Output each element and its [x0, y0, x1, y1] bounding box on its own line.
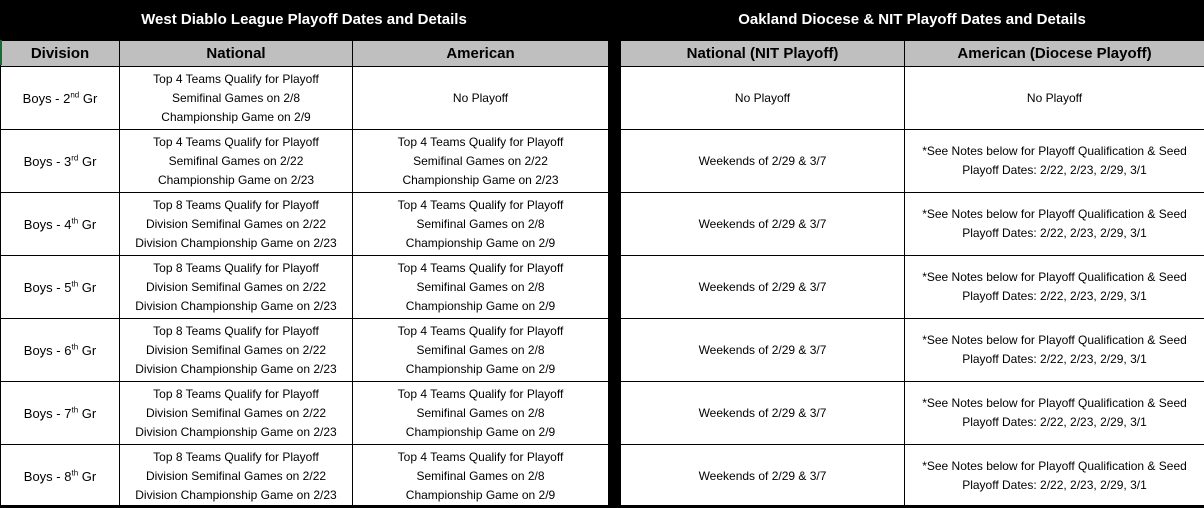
national-cell — [120, 130, 353, 193]
table-row — [1, 445, 609, 508]
table-row — [1, 193, 609, 256]
cell-line: Semifinal Games on 2/8 — [416, 279, 545, 294]
cell-line: No Playoff — [734, 90, 791, 105]
table-row — [1, 256, 609, 319]
cell-line: Division Semifinal Games on 2/22 — [145, 405, 327, 420]
cell-line: Top 8 Teams Qualify for Playoff — [153, 260, 319, 275]
cell-line: Weekends of 2/29 & 3/7 — [698, 405, 827, 420]
division-cell — [1, 130, 120, 193]
cell-line: Playoff Dates: 2/22, 2/23, 2/29, 3/1 — [962, 226, 1147, 240]
division-cell — [1, 256, 120, 319]
oakland-diocese-header-row — [621, 41, 1204, 67]
cell-line: Division Championship Game on 2/23 — [135, 298, 337, 313]
cell-line: Weekends of 2/29 & 3/7 — [698, 153, 827, 168]
west-diablo-title: West Diablo League Playoff Dates and Details — [0, 0, 608, 40]
cell-line: Division Semifinal Games on 2/22 — [145, 468, 327, 483]
cell-line: *See Notes below for Playoff Qualification & Seed — [922, 333, 1187, 347]
table-row — [621, 67, 1204, 130]
nit-national-cell — [621, 256, 905, 319]
cell-line: Top 4 Teams Qualify for Playoff — [397, 449, 564, 464]
division-grade: Boys - 2 — [22, 90, 71, 106]
cell-line: Top 8 Teams Qualify for Playoff — [153, 386, 319, 401]
nit-national-cell — [621, 193, 905, 256]
cell-line: *See Notes below for Playoff Qualification & Seed — [922, 207, 1187, 221]
cell-line: Weekends of 2/29 & 3/7 — [698, 216, 827, 231]
oakland-diocese-panel — [620, 0, 1204, 508]
column-header-national: National — [120, 41, 353, 67]
american-cell — [353, 256, 609, 319]
table-row — [1, 130, 609, 193]
cell-line: Semifinal Games on 2/8 — [416, 216, 545, 231]
nit-national-cell — [621, 382, 905, 445]
cell-line: Top 4 Teams Qualify for Playoff — [397, 260, 564, 275]
national-cell — [120, 193, 353, 256]
division-grade: Boys - 8 — [23, 468, 72, 484]
american-cell — [353, 382, 609, 445]
cell-line: Division Championship Game on 2/23 — [135, 361, 337, 376]
cell-line: Semifinal Games on 2/8 — [416, 342, 545, 357]
cell-line: Semifinal Games on 2/8 — [416, 405, 545, 420]
cell-line: Championship Game on 2/9 — [405, 424, 556, 439]
cell-line: Top 4 Teams Qualify for Playoff — [153, 71, 319, 86]
cell-line: Championship Game on 2/9 — [405, 235, 556, 250]
cell-line: Weekends of 2/29 & 3/7 — [698, 342, 827, 357]
cell-line: Semifinal Games on 2/8 — [416, 468, 545, 483]
cell-line: Championship Game on 2/23 — [402, 172, 559, 187]
column-header-diocese-american: American (Diocese Playoff) — [905, 41, 1204, 67]
grade-suffix: Gr — [78, 216, 97, 232]
nit-national-cell — [621, 130, 905, 193]
cell-line: Top 8 Teams Qualify for Playoff — [153, 449, 319, 464]
cell-line: Playoff Dates: 2/22, 2/23, 2/29, 3/1 — [962, 478, 1147, 492]
cell-line: Semifinal Games on 2/22 — [413, 153, 548, 168]
american-cell — [353, 445, 609, 508]
cell-line: Playoff Dates: 2/22, 2/23, 2/29, 3/1 — [962, 415, 1147, 429]
division-grade: Boys - 5 — [23, 279, 72, 295]
cell-line: Playoff Dates: 2/22, 2/23, 2/29, 3/1 — [962, 163, 1147, 177]
ordinal-suffix: th — [71, 342, 79, 352]
division-grade: Boys - 7 — [23, 405, 72, 421]
column-header-nit-national: National (NIT Playoff) — [621, 41, 905, 67]
american-cell — [353, 319, 609, 382]
ordinal-suffix: nd — [70, 90, 80, 100]
cell-line: Division Championship Game on 2/23 — [135, 235, 337, 250]
grade-suffix: Gr — [79, 90, 98, 106]
oakland-diocese-table — [620, 40, 1204, 508]
cell-line: Division Semifinal Games on 2/22 — [145, 342, 327, 357]
cell-line: *See Notes below for Playoff Qualification & Seed — [922, 270, 1187, 284]
table-row — [621, 256, 1204, 319]
left-edge-accent — [0, 40, 2, 65]
cell-line: No Playoff — [452, 90, 509, 105]
american-cell — [353, 67, 609, 130]
table-row — [1, 319, 609, 382]
diocese-american-cell — [905, 193, 1204, 256]
diocese-american-cell — [905, 67, 1204, 130]
division-cell — [1, 445, 120, 508]
division-grade: Boys - 4 — [23, 216, 72, 232]
cell-line: *See Notes below for Playoff Qualification & Seed — [922, 459, 1187, 473]
ordinal-suffix: rd — [71, 153, 79, 163]
national-cell — [120, 445, 353, 508]
cell-line: Top 8 Teams Qualify for Playoff — [153, 323, 319, 338]
cell-line: Top 4 Teams Qualify for Playoff — [397, 134, 564, 149]
table-row — [621, 130, 1204, 193]
division-grade: Boys - 3 — [23, 153, 72, 169]
grade-suffix: Gr — [78, 405, 97, 421]
division-cell — [1, 382, 120, 445]
column-header-american: American — [353, 41, 609, 67]
grade-suffix: Gr — [78, 468, 97, 484]
cell-line: Playoff Dates: 2/22, 2/23, 2/29, 3/1 — [962, 352, 1147, 366]
cell-line: Semifinal Games on 2/8 — [171, 90, 301, 105]
ordinal-suffix: th — [71, 468, 79, 478]
cell-line: Top 4 Teams Qualify for Playoff — [397, 323, 564, 338]
ordinal-suffix: th — [71, 405, 79, 415]
panel-divider — [608, 0, 620, 508]
cell-line: Division Semifinal Games on 2/22 — [145, 279, 327, 294]
ordinal-suffix: th — [71, 216, 79, 226]
table-row — [621, 445, 1204, 508]
diocese-american-cell — [905, 319, 1204, 382]
oakland-diocese-title: Oakland Diocese & NIT Playoff Dates and Details — [620, 0, 1204, 40]
national-cell — [120, 319, 353, 382]
table-row — [621, 193, 1204, 256]
grade-suffix: Gr — [78, 279, 97, 295]
table-row — [1, 382, 609, 445]
cell-line: *See Notes below for Playoff Qualification & Seed — [922, 396, 1187, 410]
cell-line: Playoff Dates: 2/22, 2/23, 2/29, 3/1 — [962, 289, 1147, 303]
ordinal-suffix: th — [71, 279, 79, 289]
cell-line: Top 8 Teams Qualify for Playoff — [153, 197, 319, 212]
grade-suffix: Gr — [78, 342, 97, 358]
column-header-division: Division — [1, 41, 120, 67]
cell-line: Championship Game on 2/9 — [405, 298, 556, 313]
west-diablo-header-row — [1, 41, 609, 67]
cell-line: Division Championship Game on 2/23 — [135, 487, 337, 502]
cell-line: Division Championship Game on 2/23 — [135, 424, 337, 439]
grade-suffix: Gr — [78, 153, 97, 169]
diocese-american-cell — [905, 445, 1204, 508]
cell-line: Weekends of 2/29 & 3/7 — [698, 468, 827, 483]
table-row — [621, 382, 1204, 445]
national-cell — [120, 382, 353, 445]
cell-line: Top 4 Teams Qualify for Playoff — [397, 197, 564, 212]
nit-national-cell — [621, 445, 905, 508]
division-cell — [1, 193, 120, 256]
division-cell — [1, 67, 120, 130]
national-cell — [120, 256, 353, 319]
division-cell — [1, 319, 120, 382]
table-row — [621, 319, 1204, 382]
cell-line: Division Semifinal Games on 2/22 — [145, 216, 327, 231]
american-cell — [353, 130, 609, 193]
cell-line: *See Notes below for Playoff Qualification & Seed — [922, 144, 1187, 158]
diocese-american-cell — [905, 130, 1204, 193]
division-grade: Boys - 6 — [23, 342, 72, 358]
cell-line: Top 4 Teams Qualify for Playoff — [153, 134, 319, 149]
cell-line: Weekends of 2/29 & 3/7 — [698, 279, 827, 294]
cell-line: Championship Game on 2/9 — [161, 109, 311, 124]
cell-line: No Playoff — [1026, 90, 1083, 105]
diocese-american-cell — [905, 256, 1204, 319]
national-cell — [120, 67, 353, 130]
cell-line: Championship Game on 2/9 — [405, 487, 556, 502]
cell-line: Championship Game on 2/23 — [157, 172, 315, 187]
cell-line: Semifinal Games on 2/22 — [168, 153, 304, 168]
american-cell — [353, 193, 609, 256]
west-diablo-table — [0, 40, 609, 508]
nit-national-cell — [621, 319, 905, 382]
diocese-american-cell — [905, 382, 1204, 445]
cell-line: Top 4 Teams Qualify for Playoff — [397, 386, 564, 401]
cell-line: Championship Game on 2/9 — [405, 361, 556, 376]
nit-national-cell — [621, 67, 905, 130]
table-row — [1, 67, 609, 130]
